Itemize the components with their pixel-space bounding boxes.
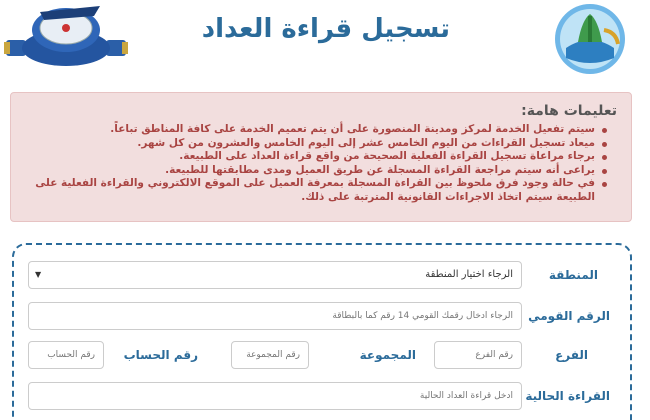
branch-label: الفرع [555,348,588,362]
branch-input[interactable]: رقم الفرع [434,341,522,369]
list-item: يراعى أنه سيتم مراجعة القراءة المسجلة عن طريق العميل ومدى مطابقتها للطبيعة. [25,164,609,178]
chevron-down-icon: ▼ [35,270,42,279]
current-reading-label: القراءة الحالية [525,389,610,403]
instructions-list [25,123,617,204]
instructions-title: تعليمات هامة: [521,103,617,119]
group-input[interactable]: رقم المجموعة [231,341,309,369]
current-reading-input[interactable]: ادخل قراءة العداد الحالية [28,382,522,410]
page-header [0,0,650,80]
region-select[interactable] [28,261,522,289]
water-meter-icon [4,2,128,68]
account-input[interactable]: رقم الحساب [28,341,104,369]
list-item: في حالة وجود فرق ملحوظ بين القراءة المسجلة بمعرفة العميل على الموقع الالكتروني والقراءة الفعلية على الطبيعة سيتم اتخاذ الاجراءات القانونية المترتبة على ذلك. [25,177,609,204]
water-company-logo-icon [552,2,628,76]
national-id-input[interactable]: الرجاء ادخال رقمك القومي 14 رقم كما بالبطاقة [28,302,522,330]
instructions-panel [10,92,632,222]
page-title: تسجيل قراءة العداد [201,14,450,44]
national-id-label: الرقم القومي [528,309,610,323]
group-label: المجموعة [359,348,416,362]
list-item: برجاء مراعاة تسجيل القراءة الفعلية الصحيحة من واقع قراءة العداد على الطبيعة. [25,150,609,164]
region-selected-value: الرجاء اختيار المنطقة [425,269,513,280]
region-label: المنطقة [548,268,598,282]
list-item: سيتم تفعيل الخدمة لمركز ومدينة المنصورة على أن يتم تعميم الخدمة على كافة المناطق تباعاً. [25,123,609,137]
account-label: رقم الحساب [123,348,198,362]
list-item: ميعاد تسجيل القراءات من اليوم الخامس عشر إلى اليوم الخامس والعشرون من كل شهر. [25,137,609,151]
